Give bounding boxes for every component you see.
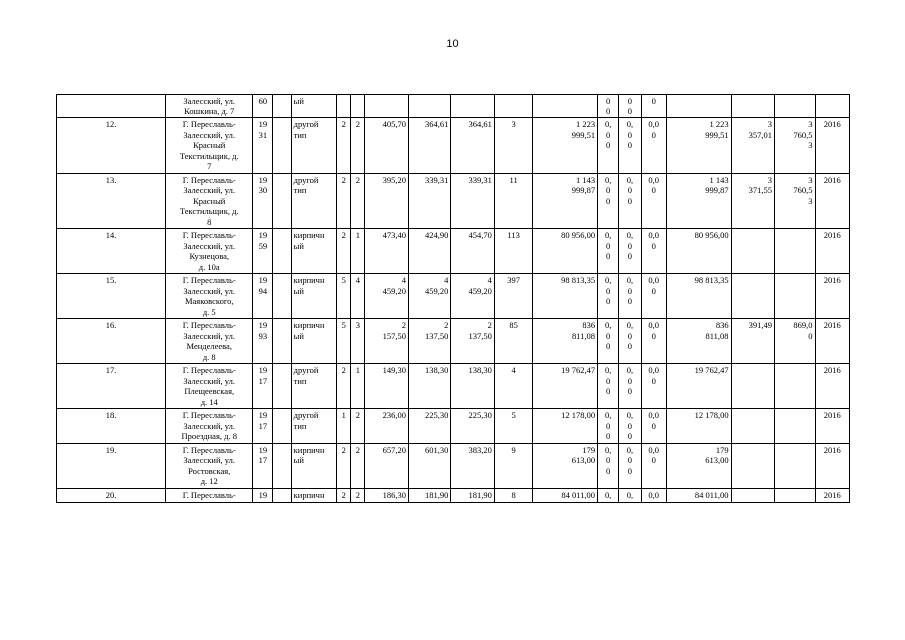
cell-address: Г. Переславль- Залесский, ул. Проездная, д. 8	[166, 409, 253, 444]
table-row	[57, 95, 850, 118]
cell-entrances: 2	[351, 173, 365, 229]
cell-total-area: 4 459,20	[365, 274, 408, 319]
cell-rate-max	[775, 409, 815, 444]
cell-total-cost	[533, 95, 598, 118]
cell-rate-max: 3 760,5 3	[775, 173, 815, 229]
cell-residents: 397	[494, 274, 532, 319]
cell-cost-share-c: 0,0 0	[641, 274, 666, 319]
cell-material-sub	[273, 443, 291, 488]
cell-residents	[494, 95, 532, 118]
cell-budget-amount: 19 762,47	[666, 364, 731, 409]
housing-registry-table	[56, 94, 850, 503]
cell-planned-year: 2016	[815, 409, 850, 444]
cell-cost-share-b: 0, 0 0	[619, 409, 641, 444]
cell-floors: 2	[337, 443, 351, 488]
cell-cost-share-c: 0,0 0	[641, 409, 666, 444]
cell-wall-material: другой тип	[291, 173, 337, 229]
cell-row-number: 17.	[57, 364, 166, 409]
cell-cost-share-a: 0, 0 0	[598, 409, 619, 444]
cell-material-sub	[273, 274, 291, 319]
cell-entrances: 1	[351, 229, 365, 274]
cell-year-built: 19 17	[253, 443, 273, 488]
cell-rate-min	[731, 409, 774, 444]
cell-row-number: 18.	[57, 409, 166, 444]
cell-residents: 9	[494, 443, 532, 488]
cell-address: Г. Переславль- Залесский, ул. Кузнецова, д. 10а	[166, 229, 253, 274]
cell-cost-share-a: 0, 0 0	[598, 443, 619, 488]
cell-material-sub	[273, 173, 291, 229]
cell-rate-min: 3 357,01	[731, 118, 774, 174]
cell-material-sub	[273, 364, 291, 409]
cell-floors: 2	[337, 488, 351, 502]
cell-floors: 1	[337, 409, 351, 444]
cell-planned-year: 2016	[815, 118, 850, 174]
cell-residential-area: 339,31	[451, 173, 494, 229]
cell-year-built: 19 59	[253, 229, 273, 274]
cell-residential-area: 138,30	[451, 364, 494, 409]
cell-budget-amount: 12 178,00	[666, 409, 731, 444]
cell-cost-share-a: 0, 0 0	[598, 274, 619, 319]
cell-rate-min	[731, 274, 774, 319]
table-row	[57, 118, 850, 174]
cell-planned-year: 2016	[815, 229, 850, 274]
cell-residential-area: 225,30	[451, 409, 494, 444]
cell-rate-max	[775, 443, 815, 488]
cell-total-area: 2 157,50	[365, 319, 408, 364]
cell-cost-share-a: 0, 0 0	[598, 118, 619, 174]
cell-wall-material: другой тип	[291, 118, 337, 174]
cell-living-area: 424,90	[408, 229, 450, 274]
cell-cost-share-b: 0, 0 0	[619, 173, 641, 229]
cell-entrances: 1	[351, 364, 365, 409]
cell-residents: 8	[494, 488, 532, 502]
cell-residential-area: 181,90	[451, 488, 494, 502]
cell-total-cost: 80 956,00	[533, 229, 598, 274]
cell-residents: 113	[494, 229, 532, 274]
cell-row-number: 20.	[57, 488, 166, 502]
cell-wall-material: другой тип	[291, 364, 337, 409]
table-row	[57, 229, 850, 274]
cell-wall-material: кирпичн ый	[291, 443, 337, 488]
cell-planned-year: 2016	[815, 319, 850, 364]
cell-wall-material: кирпичн ый	[291, 229, 337, 274]
cell-row-number: 13.	[57, 173, 166, 229]
cell-year-built: 19 94	[253, 274, 273, 319]
table-row	[57, 409, 850, 444]
table-body	[57, 95, 850, 503]
cell-entrances: 2	[351, 118, 365, 174]
cell-residents: 85	[494, 319, 532, 364]
table-row	[57, 274, 850, 319]
cell-rate-max	[775, 229, 815, 274]
cell-cost-share-c: 0,0 0	[641, 118, 666, 174]
cell-year-built: 19 17	[253, 409, 273, 444]
cell-floors: 2	[337, 229, 351, 274]
cell-floors: 2	[337, 173, 351, 229]
cell-living-area: 2 137,50	[408, 319, 450, 364]
cell-total-cost: 12 178,00	[533, 409, 598, 444]
cell-rate-min: 391,49	[731, 319, 774, 364]
cell-cost-share-b: 0, 0 0	[619, 364, 641, 409]
cell-year-built: 19 31	[253, 118, 273, 174]
cell-budget-amount: 98 813,35	[666, 274, 731, 319]
cell-budget-amount: 80 956,00	[666, 229, 731, 274]
cell-residents: 5	[494, 409, 532, 444]
cell-material-sub	[273, 319, 291, 364]
cell-total-cost: 1 223 999,51	[533, 118, 598, 174]
cell-living-area	[408, 95, 450, 118]
cell-cost-share-a: 0, 0 0	[598, 364, 619, 409]
cell-address: Г. Переславль- Залесский, ул. Красный Текстильщик, д. 7	[166, 118, 253, 174]
cell-residential-area: 2 137,50	[451, 319, 494, 364]
cell-address: Залесский, ул. Кошкина, д. 7	[166, 95, 253, 118]
cell-residents: 4	[494, 364, 532, 409]
cell-cost-share-b: 0, 0 0	[619, 118, 641, 174]
cell-cost-share-c: 0,0 0	[641, 319, 666, 364]
cell-cost-share-b: 0,	[619, 488, 641, 502]
cell-planned-year	[815, 95, 850, 118]
cell-cost-share-b: 0, 0 0	[619, 443, 641, 488]
cell-rate-min	[731, 443, 774, 488]
cell-wall-material: кирпичн	[291, 488, 337, 502]
cell-planned-year: 2016	[815, 364, 850, 409]
cell-address: Г. Переславль- Залесский, ул. Красный Текстильщик, д. 8	[166, 173, 253, 229]
cell-living-area: 601,30	[408, 443, 450, 488]
cell-wall-material: ый	[291, 95, 337, 118]
cell-budget-amount: 1 223 999,51	[666, 118, 731, 174]
cell-rate-min: 3 371,55	[731, 173, 774, 229]
cell-total-area: 657,20	[365, 443, 408, 488]
cell-entrances	[351, 95, 365, 118]
cell-planned-year: 2016	[815, 443, 850, 488]
cell-address: Г. Переславль- Залесский, ул. Менделеева, д. 8	[166, 319, 253, 364]
cell-rate-min	[731, 95, 774, 118]
cell-cost-share-c: 0,0 0	[641, 364, 666, 409]
cell-year-built: 19 30	[253, 173, 273, 229]
table-row	[57, 364, 850, 409]
cell-rate-max	[775, 95, 815, 118]
cell-material-sub	[273, 95, 291, 118]
cell-year-built: 19 17	[253, 364, 273, 409]
cell-row-number	[57, 95, 166, 118]
cell-living-area: 181,90	[408, 488, 450, 502]
cell-cost-share-c: 0	[641, 95, 666, 118]
cell-year-built: 19	[253, 488, 273, 502]
cell-cost-share-a: 0, 0 0	[598, 319, 619, 364]
cell-floors: 5	[337, 319, 351, 364]
cell-floors: 2	[337, 364, 351, 409]
cell-residential-area: 454,70	[451, 229, 494, 274]
cell-row-number: 12.	[57, 118, 166, 174]
cell-cost-share-a: 0,	[598, 488, 619, 502]
cell-total-cost: 836 811,08	[533, 319, 598, 364]
cell-entrances: 2	[351, 488, 365, 502]
cell-total-area: 473,40	[365, 229, 408, 274]
cell-total-area: 149,30	[365, 364, 408, 409]
cell-total-area: 395,20	[365, 173, 408, 229]
table-row	[57, 443, 850, 488]
cell-residential-area: 383,20	[451, 443, 494, 488]
cell-total-area: 186,30	[365, 488, 408, 502]
cell-address: Г. Переславль- Залесский, ул. Плещеевская, д. 14	[166, 364, 253, 409]
cell-budget-amount: 836 811,08	[666, 319, 731, 364]
cell-budget-amount: 179 613,00	[666, 443, 731, 488]
cell-planned-year: 2016	[815, 274, 850, 319]
cell-address: Г. Переславль-	[166, 488, 253, 502]
cell-wall-material: кирпичн ый	[291, 319, 337, 364]
cell-cost-share-b: 0, 0 0	[619, 229, 641, 274]
cell-total-cost: 19 762,47	[533, 364, 598, 409]
cell-entrances: 2	[351, 409, 365, 444]
cell-total-cost: 84 011,00	[533, 488, 598, 502]
cell-residential-area: 4 459,20	[451, 274, 494, 319]
cell-floors	[337, 95, 351, 118]
cell-entrances: 3	[351, 319, 365, 364]
cell-wall-material: кирпичн ый	[291, 274, 337, 319]
cell-entrances: 2	[351, 443, 365, 488]
cell-cost-share-b: 0, 0 0	[619, 319, 641, 364]
cell-floors: 5	[337, 274, 351, 319]
cell-planned-year: 2016	[815, 488, 850, 502]
cell-cost-share-a: 0 0	[598, 95, 619, 118]
cell-year-built: 19 93	[253, 319, 273, 364]
cell-rate-min	[731, 364, 774, 409]
cell-residential-area	[451, 95, 494, 118]
cell-budget-amount: 84 011,00	[666, 488, 731, 502]
cell-floors: 2	[337, 118, 351, 174]
table-row	[57, 319, 850, 364]
cell-rate-max	[775, 364, 815, 409]
cell-row-number: 14.	[57, 229, 166, 274]
cell-rate-min	[731, 488, 774, 502]
cell-planned-year: 2016	[815, 173, 850, 229]
cell-rate-min	[731, 229, 774, 274]
cell-living-area: 225,30	[408, 409, 450, 444]
cell-residents: 11	[494, 173, 532, 229]
cell-rate-max: 869,0 0	[775, 319, 815, 364]
cell-cost-share-c: 0,0 0	[641, 229, 666, 274]
cell-cost-share-a: 0, 0 0	[598, 229, 619, 274]
table-row	[57, 488, 850, 502]
cell-entrances: 4	[351, 274, 365, 319]
cell-year-built: 60	[253, 95, 273, 118]
cell-total-area: 405,70	[365, 118, 408, 174]
cell-total-cost: 98 813,35	[533, 274, 598, 319]
cell-living-area: 339,31	[408, 173, 450, 229]
cell-budget-amount: 1 143 999,87	[666, 173, 731, 229]
cell-row-number: 16.	[57, 319, 166, 364]
cell-material-sub	[273, 118, 291, 174]
cell-total-cost: 179 613,00	[533, 443, 598, 488]
cell-residential-area: 364,61	[451, 118, 494, 174]
cell-material-sub	[273, 488, 291, 502]
cell-total-area	[365, 95, 408, 118]
cell-rate-max	[775, 274, 815, 319]
cell-cost-share-c: 0,0 0	[641, 173, 666, 229]
cell-budget-amount	[666, 95, 731, 118]
cell-wall-material: другой тип	[291, 409, 337, 444]
cell-total-area: 236,00	[365, 409, 408, 444]
cell-living-area: 138,30	[408, 364, 450, 409]
cell-material-sub	[273, 409, 291, 444]
cell-row-number: 15.	[57, 274, 166, 319]
cell-rate-max	[775, 488, 815, 502]
cell-cost-share-b: 0 0	[619, 95, 641, 118]
table-row	[57, 173, 850, 229]
cell-cost-share-c: 0,0	[641, 488, 666, 502]
cell-residents: 3	[494, 118, 532, 174]
cell-living-area: 4 459,20	[408, 274, 450, 319]
cell-cost-share-c: 0,0 0	[641, 443, 666, 488]
cell-material-sub	[273, 229, 291, 274]
cell-address: Г. Переславль- Залесский, ул. Маяковского, д. 5	[166, 274, 253, 319]
cell-row-number: 19.	[57, 443, 166, 488]
cell-living-area: 364,61	[408, 118, 450, 174]
cell-total-cost: 1 143 999,87	[533, 173, 598, 229]
page-number: 10	[446, 38, 459, 50]
cell-address: Г. Переславль- Залесский, ул. Ростовская, д. 12	[166, 443, 253, 488]
cell-cost-share-b: 0, 0 0	[619, 274, 641, 319]
cell-cost-share-a: 0, 0 0	[598, 173, 619, 229]
cell-rate-max: 3 760,5 3	[775, 118, 815, 174]
